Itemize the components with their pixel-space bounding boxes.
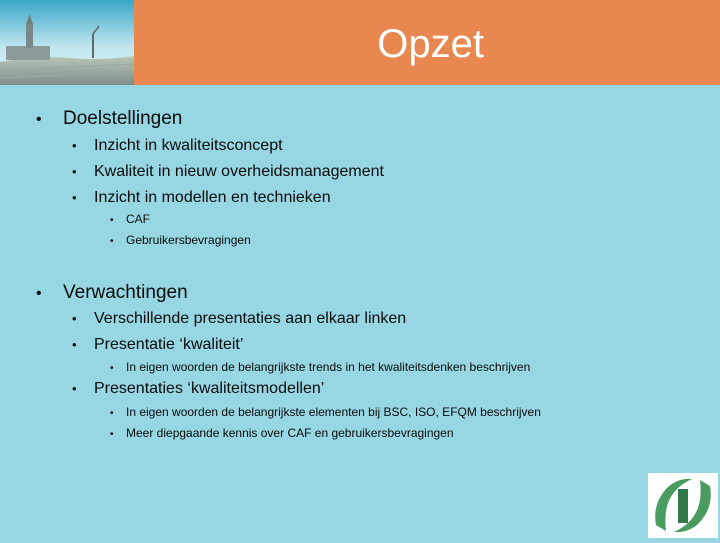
bullet-doelstellingen xyxy=(36,108,182,130)
bullet-text: Presentaties ‘kwaliteitsmodellen’ xyxy=(94,380,325,397)
bullet-item xyxy=(72,163,384,181)
bullet-text: Kwaliteit in nieuw overheidsmanagement xyxy=(94,163,384,180)
bullet-glyph: • xyxy=(110,429,114,440)
bullet-item xyxy=(72,137,283,155)
bullet-item xyxy=(110,360,530,374)
bullet-text: Meer diepgaande kennis over CAF en gebruikersbevragingen xyxy=(126,426,454,440)
bullet-glyph: • xyxy=(72,164,77,179)
bullet-glyph: • xyxy=(72,190,77,205)
bullet-text: Presentatie ‘kwaliteit’ xyxy=(94,336,244,353)
bullet-text: In eigen woorden de belangrijkste trends in het kwaliteitsdenken beschrijven xyxy=(126,360,531,374)
slide-title: Opzet xyxy=(377,22,484,66)
bullet-item xyxy=(110,405,541,419)
bullet-text: Verschillende presentaties aan elkaar linken xyxy=(94,310,407,327)
bullet-glyph: • xyxy=(110,236,114,247)
bullet-item xyxy=(110,233,251,247)
bullet-item xyxy=(110,426,454,440)
bullet-glyph: • xyxy=(72,311,77,326)
bullet-text: Inzicht in kwaliteitsconcept xyxy=(94,137,283,154)
bullet-text: Verwachtingen xyxy=(63,282,188,303)
bullet-item xyxy=(110,212,150,226)
bullet-glyph: • xyxy=(72,337,77,352)
bullet-text: CAF xyxy=(126,212,150,226)
organization-logo-icon xyxy=(648,473,718,538)
bullet-glyph: • xyxy=(72,138,77,153)
bullet-item xyxy=(72,310,406,328)
bullet-text: In eigen woorden de belangrijkste elementen bij BSC, ISO, EFQM beschrijven xyxy=(126,405,541,419)
bullet-glyph: • xyxy=(36,111,42,128)
bullet-glyph: • xyxy=(110,408,114,419)
bullet-item xyxy=(72,189,331,207)
bullet-glyph: • xyxy=(72,381,77,396)
header-photo xyxy=(0,0,134,85)
bullet-text: Doelstellingen xyxy=(63,108,183,129)
bullet-glyph: • xyxy=(110,363,114,374)
bullet-text: Gebruikersbevragingen xyxy=(126,233,251,247)
bullet-text: Inzicht in modellen en technieken xyxy=(94,189,331,206)
bullet-glyph: • xyxy=(110,215,114,226)
bullet-verwachtingen xyxy=(36,282,188,304)
bullet-item xyxy=(72,380,324,398)
bullet-item xyxy=(72,336,243,354)
bullet-glyph: • xyxy=(36,285,42,302)
